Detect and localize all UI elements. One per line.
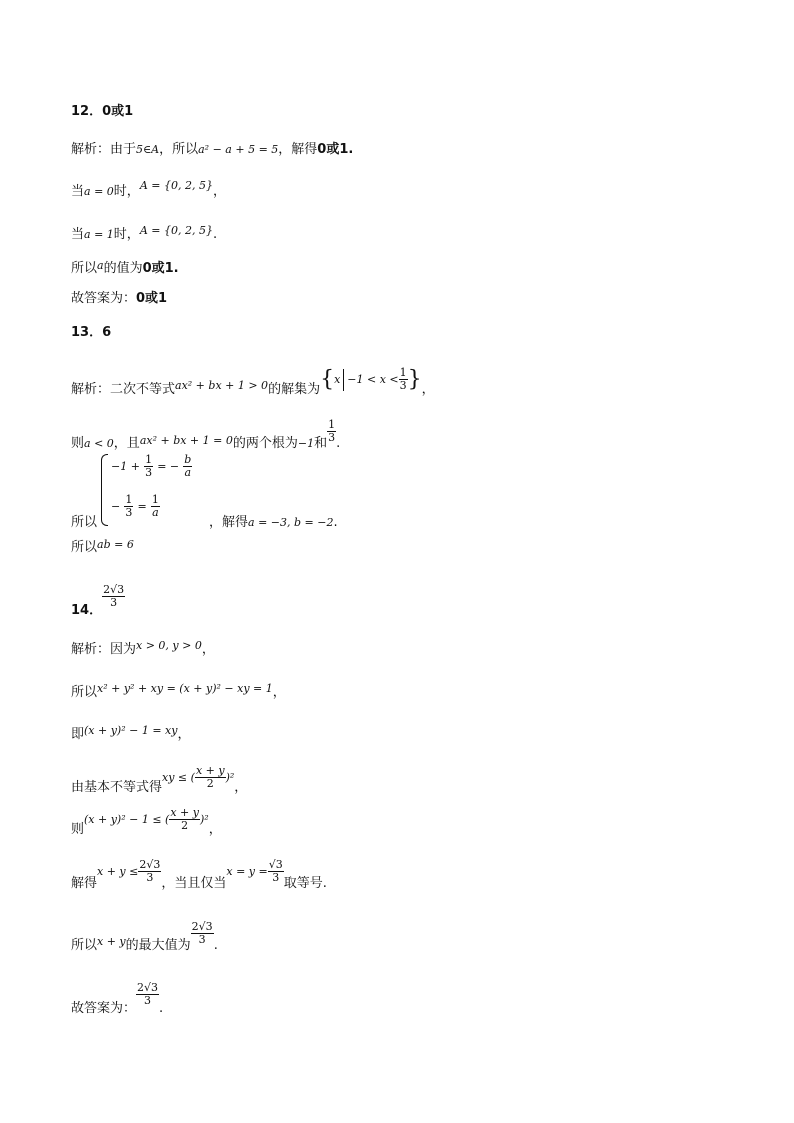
math: ax² + bx + 1 > 0 [175, 379, 269, 392]
fraction: $\frac{2√3}{3}$ [137, 981, 159, 1007]
q13-line-1: 解析：二次不等式$^{ax^2 + bx + 1 > 0}$的解集为{x −1 < x < $\frac{1}{3}$ }， [71, 372, 435, 408]
math: −1 [297, 437, 315, 450]
q14-line-1: 解析：因为$^{x > 0, y > 0}$， [71, 639, 215, 657]
fraction: $\frac{x + y}{2}$ [195, 764, 225, 790]
system-eq-1: −1 + $\frac{1}{3}$ = − $\frac{b}{a}$ [111, 453, 192, 479]
q12-answer: 故答案为：0或1 [71, 291, 168, 306]
math: x > 0, y > 0 [136, 639, 202, 652]
math: a [97, 259, 104, 272]
q14-line-5: 则(x + y)² − 1 ≤ ( $\frac{x + y}{2}$ )²， [71, 806, 222, 837]
q12-line-1: 解析：由于5∈A，所以a² − a + 5 = 5，解得0或1. [71, 142, 354, 157]
math: A = {0, 2, 5} [139, 224, 213, 237]
fraction: $\frac{2√3}{3}$ [139, 858, 161, 884]
q13-line-3: 所以 ，解得a = −3, b = −2. [71, 515, 338, 530]
q14-line-6: 解得x + y ≤ $\frac{2√3}{3}$ ，当且仅当x = y = $\frac{√3}{3}$ 取等号. [71, 858, 327, 891]
math: (x + y)² − 1 = xy [84, 724, 178, 737]
fraction: $\frac{2√3}{3}$ [103, 583, 125, 609]
q13-line-2: 则a < 0，且$^{ax^2 + bx + 1 = 0}$的两个根为−1和 $\frac{1}{3}$ . [71, 418, 341, 451]
q14-line-7: 所以$^{x + y}$的最大值为 $\frac{2√3}{3}$ . [71, 920, 218, 953]
q14-line-4: 由基本不等式得xy ≤ ( $\frac{x + y}{2}$ )²， [71, 764, 248, 795]
fraction: $\frac{x + y}{2}$ [170, 806, 199, 832]
math: a² − a + 5 = 5 [198, 143, 279, 156]
math: ax² + bx + 1 = 0 [139, 434, 233, 447]
math: 5∈A [136, 143, 160, 156]
math: ab = 6 [97, 538, 134, 551]
q12-line-4: 所以$^a$的值为0或1. [71, 259, 179, 276]
fraction: $\frac{1}{3}$ [328, 418, 336, 444]
fraction: $\frac{√3}{3}$ [268, 858, 283, 884]
q14-line-2: 所以$^{x^2 + y^2 + xy = (x + y)^2 - xy = 1}$， [71, 682, 286, 700]
fraction: $\frac{1}{3}$ [399, 366, 407, 392]
math: a = 0 [84, 185, 114, 198]
math: x + y [97, 935, 126, 948]
q14-heading: 14． $\frac{2√3}{3}$ [71, 583, 125, 618]
q12-line-2: 当a = 0时，$^{A = \{0, 2, 5\}}$， [71, 179, 226, 199]
system-eq-2: − $\frac{1}{3}$ = $\frac{1}{a}$ [111, 493, 159, 519]
math: x² + y² + xy = (x + y)² − xy = 1 [97, 682, 273, 695]
q13-heading: 13．6 [71, 325, 112, 340]
q13-line-4: 所以$^{ab = 6}$ [71, 538, 134, 555]
math: a = 1 [84, 228, 114, 241]
q12-line-3: 当a = 1时，$^{A = \{0, 2, 5\}}$. [71, 224, 218, 242]
q14-answer: 故答案为： $\frac{2√3}{3}$ . [71, 981, 164, 1016]
fraction: $\frac{2√3}{3}$ [191, 920, 213, 946]
math: a < 0 [84, 437, 114, 450]
math: a = −3, b = −2 [248, 516, 334, 529]
q12-heading: 12．0或1 [71, 104, 134, 119]
solution-set: {x −1 < x < $\frac{1}{3}$ } [320, 366, 422, 392]
q14-line-3: 即$^{(x + y)^2 - 1 = xy}$， [71, 724, 191, 742]
math: A = {0, 2, 5} [139, 179, 213, 192]
